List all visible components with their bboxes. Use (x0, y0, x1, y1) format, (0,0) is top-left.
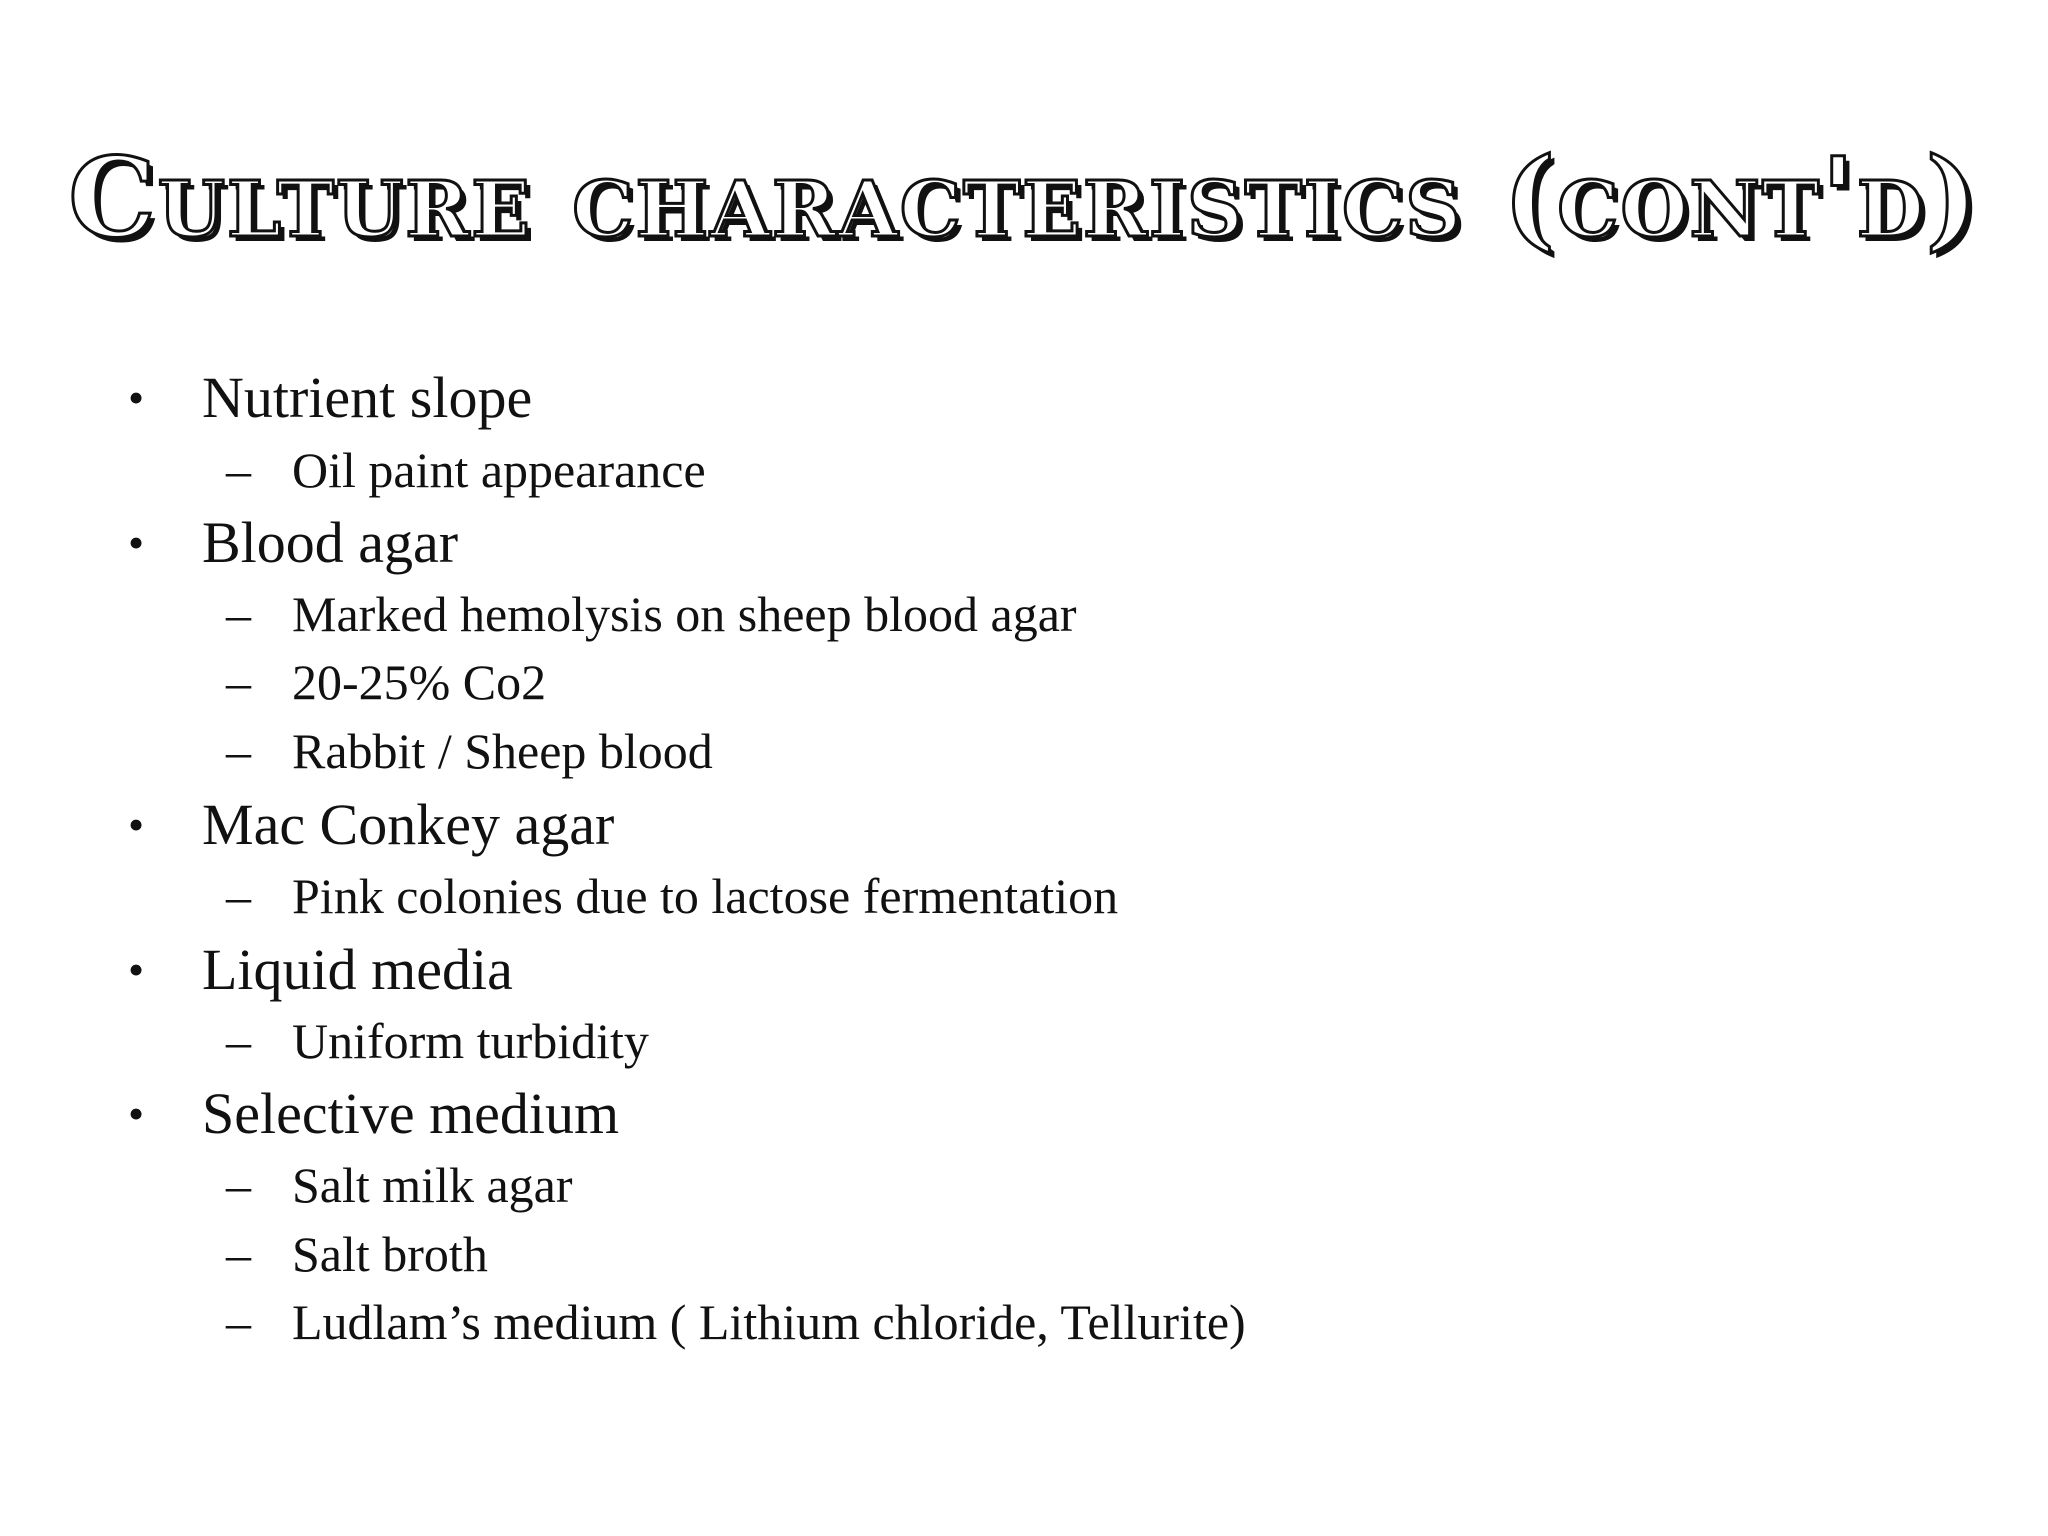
sub-item-label: Marked hemolysis on sheep blood agar (292, 586, 1077, 642)
dash-icon: – (226, 1013, 251, 1069)
sub-item-label: Pink colonies due to lactose fermentation (292, 868, 1119, 924)
bullet-item-label: Mac Conkey agar (202, 792, 615, 857)
dash-icon: – (226, 442, 251, 498)
bullet-item-label: Nutrient slope (202, 365, 533, 430)
sub-item-label: Salt milk agar (292, 1157, 573, 1213)
sub-item-label: Ludlam’s medium ( Lithium chloride, Tellurite) (292, 1294, 1246, 1350)
dash-icon: – (226, 1226, 251, 1282)
dash-icon: – (226, 723, 251, 779)
dash-icon: – (226, 1157, 251, 1213)
bullet-item-label: Selective medium (202, 1081, 620, 1146)
bullet-icon: • (128, 372, 145, 423)
bullet-icon: • (128, 517, 145, 568)
sub-item-label: Oil paint appearance (292, 442, 706, 498)
dash-icon: – (226, 868, 251, 924)
sub-item-label: Uniform turbidity (292, 1013, 649, 1069)
slide-title: Culture characteristics (cont'd) (68, 133, 1980, 262)
dash-icon: – (226, 1294, 251, 1350)
dash-icon: – (226, 586, 251, 642)
bullet-item-label: Liquid media (202, 937, 513, 1002)
bullet-icon: • (128, 1088, 145, 1139)
bullet-icon: • (128, 799, 145, 850)
sub-item-label: Rabbit / Sheep blood (292, 723, 713, 779)
bullet-item-label: Blood agar (202, 510, 459, 575)
dash-icon: – (226, 654, 251, 710)
bullet-icon: • (128, 944, 145, 995)
sub-item-label: 20-25% Co2 (292, 654, 547, 710)
sub-item-label: Salt broth (292, 1226, 488, 1282)
